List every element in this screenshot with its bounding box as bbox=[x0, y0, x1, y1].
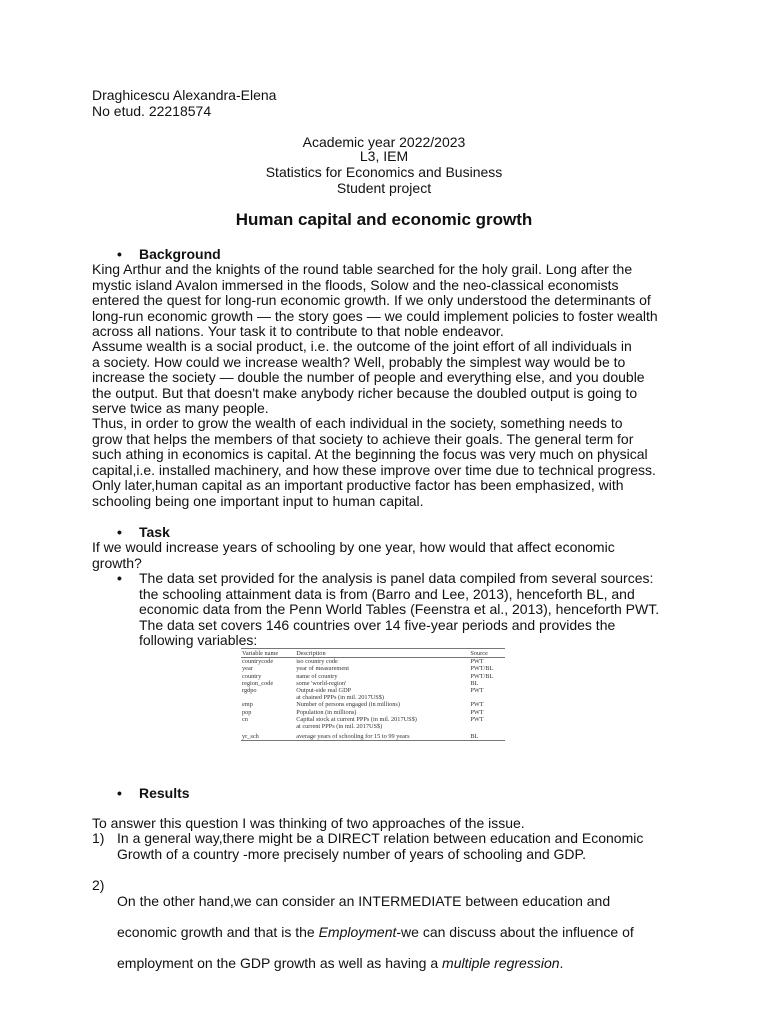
text-span: employment on the GDP growth as well as having a bbox=[117, 954, 443, 971]
cell-variable: pop bbox=[242, 708, 252, 716]
student-id: No etud. 22218574 bbox=[92, 103, 212, 119]
dataset-description: The data set provided for the analysis is panel data compiled from several sources: the schooling attainment data is from (Barro and Lee, 2013), henceforth BL, and economic data from the Penn World Tables (Feenstra et al., 2013), henceforth PWT. The data set covers 146 countries over 14 five-year periods and provides the following variables: bbox=[139, 570, 660, 648]
list-item-line: On the other hand,we can consider an INTERMEDIATE between education and bbox=[117, 892, 611, 909]
column-header-variable: Variable name bbox=[241, 649, 295, 658]
cell-description: some 'world-region' bbox=[296, 679, 347, 687]
document-type: Student project bbox=[336, 180, 432, 196]
cell-variable: country bbox=[242, 672, 262, 680]
cell-variable: year bbox=[242, 665, 253, 673]
table-row bbox=[241, 658, 505, 666]
column-header-description: Description bbox=[295, 649, 469, 658]
cell-variable: cn bbox=[242, 715, 248, 723]
bullet-icon: • bbox=[117, 524, 122, 540]
text-span: economic growth and that is the bbox=[117, 923, 319, 940]
bullet-icon: • bbox=[117, 570, 122, 586]
cell-source: BL bbox=[469, 730, 505, 741]
author-name: Draghicescu Alexandra-Elena bbox=[92, 87, 277, 103]
cell-source: PWT bbox=[470, 701, 484, 709]
program-level: L3, IEM bbox=[359, 148, 409, 164]
table-row bbox=[241, 687, 505, 701]
list-item-line bbox=[117, 925, 677, 941]
bullet-icon: • bbox=[117, 246, 122, 262]
section-heading-results: Results bbox=[139, 785, 190, 801]
table-row bbox=[241, 716, 505, 730]
background-paragraph-2: Assume wealth is a social product, i.e. the outcome of the joint effort of all individuals in a society. How could we increase wealth? Well, probably the simplest way would be to increase the society — double the number of people and everything else, and you double the output. But that doesn't make anybody richer because the doubled output is going to serve twice as many people. bbox=[92, 338, 645, 416]
section-heading-task: Task bbox=[139, 524, 170, 540]
table-row bbox=[241, 701, 505, 708]
task-paragraph: If we would increase years of schooling by one year, how would that affect economic growth? bbox=[92, 539, 615, 571]
academic-year: Academic year 2022/2023 bbox=[302, 134, 466, 150]
cell-variable: countrycode bbox=[242, 658, 274, 666]
cell-description: year of measurement bbox=[296, 665, 350, 673]
cell-variable: rgdpo bbox=[242, 687, 257, 695]
cell-source: PWT/BL bbox=[470, 672, 494, 680]
list-item-text bbox=[117, 878, 677, 987]
cell-variable: yr_sch bbox=[241, 730, 295, 741]
list-item-text: In a general way,there might be a DIRECT relation between education and Economic Growth of a country -more precisely number of years of schooling and GDP. bbox=[117, 830, 644, 862]
cell-description: iso country code bbox=[296, 658, 338, 666]
results-intro: To answer this question I was thinking of two approaches of the issue. bbox=[92, 815, 525, 831]
text-span: -we can discuss about the influence of bbox=[396, 923, 634, 940]
cell-description: average years of schooling for 15 to 99 years bbox=[295, 730, 469, 741]
list-item-number: 2) bbox=[92, 877, 105, 893]
cell-source: PWT bbox=[470, 687, 484, 695]
column-header-source: Source bbox=[469, 649, 505, 658]
table-row bbox=[241, 665, 505, 672]
cell-description: Capital stock at current PPPs (in mil. 2017US$) at current PPPs (in mil. 2017US$) bbox=[296, 715, 417, 731]
cell-variable: emp bbox=[242, 701, 253, 709]
list-item-number: 1) bbox=[92, 830, 105, 846]
variables-table bbox=[241, 648, 505, 741]
list-item-line bbox=[117, 956, 677, 972]
background-paragraph-3: Thus, in order to grow the wealth of each individual in the society, something needs to grow that helps the members of that society to achieve their goals. The general term for such athing in economics is capital. At the beginning the focus was very much on physical capital,i.e. installed machinery, and how these improve over time due to technical progress. Only later,human capital as an important productive factor has been emphasized, with schooling being one important input to human capital. bbox=[92, 415, 656, 509]
bullet-icon: • bbox=[117, 785, 122, 801]
cell-description: Number of persons engaged (in millions) bbox=[296, 701, 400, 709]
cell-source: PWT/BL bbox=[470, 665, 494, 673]
cell-source: PWT bbox=[470, 715, 484, 723]
background-paragraph-1: King Arthur and the knights of the round table searched for the holy grail. Long after the mystic island Avalon immersed in the floods, Solow and the neo-classical economists entered the quest for long-run economic growth. If we only understood the determinants of long-run economic growth — the story goes — we could implement policies to foster wealth across all nations. Your task it to contribute to that noble endeavor. bbox=[92, 261, 658, 339]
table-row bbox=[241, 673, 505, 680]
cell-description: Population (in millions) bbox=[296, 708, 357, 716]
cell-description: Output-side real GDP at chained PPPs (in mil. 2017US$) bbox=[296, 687, 385, 702]
emphasis-text: multiple regression bbox=[442, 954, 560, 971]
cell-source: PWT bbox=[470, 708, 484, 716]
emphasis-text: Employment bbox=[318, 923, 397, 940]
section-heading-background: Background bbox=[139, 246, 221, 262]
table-row bbox=[241, 709, 505, 716]
cell-source: PWT bbox=[470, 658, 484, 666]
document-title: Human capital and economic growth bbox=[235, 210, 533, 229]
cell-variable: region_code bbox=[242, 679, 274, 687]
cell-description: name of country bbox=[296, 672, 338, 680]
table-row bbox=[241, 680, 505, 687]
text-span: . bbox=[559, 954, 564, 971]
cell-source: BL bbox=[470, 679, 479, 687]
table-header-row bbox=[241, 649, 505, 658]
course-name: Statistics for Economics and Business bbox=[265, 164, 503, 180]
table-row bbox=[241, 730, 505, 741]
